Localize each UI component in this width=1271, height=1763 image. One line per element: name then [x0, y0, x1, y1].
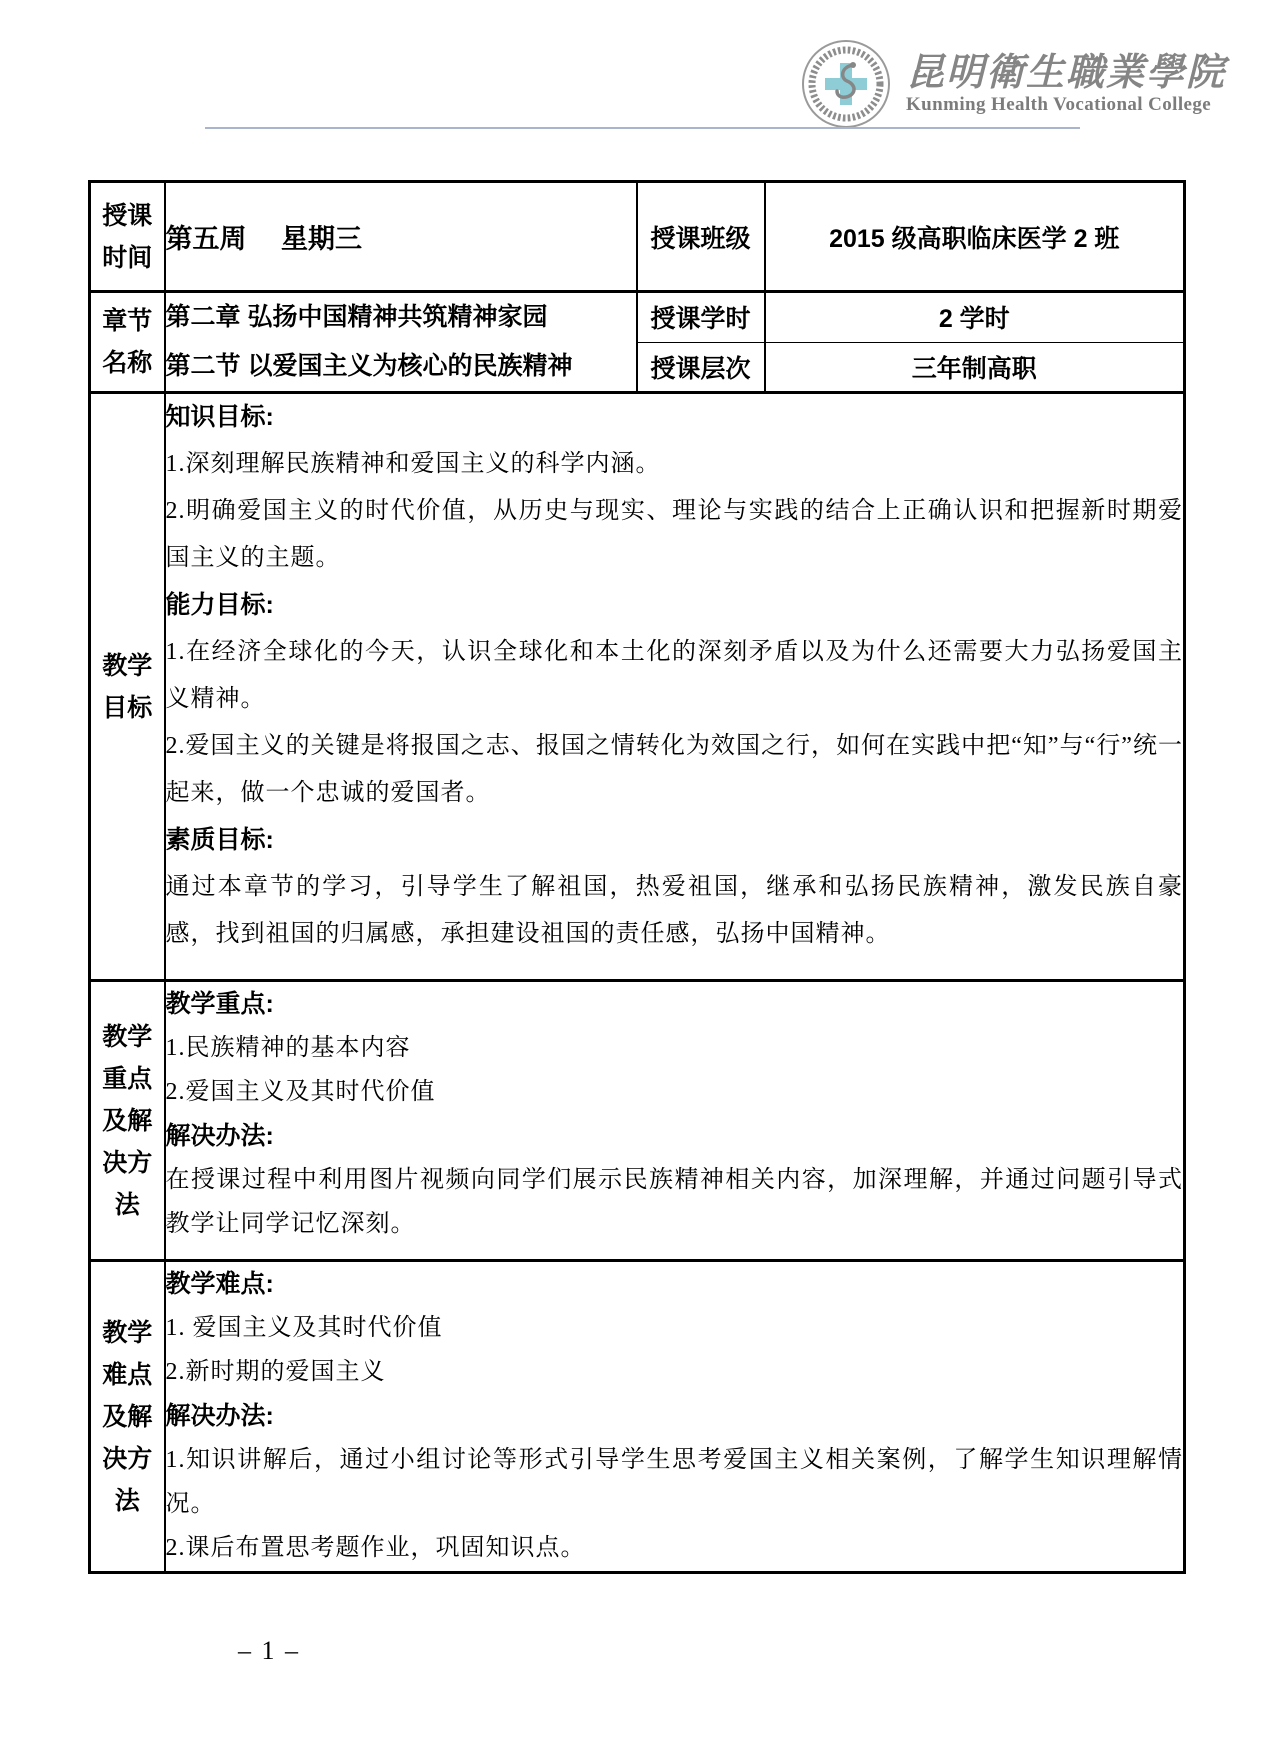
- difficulties-heading: 教学难点:: [165, 1270, 274, 1298]
- hours-label: 授课学时: [637, 292, 765, 343]
- level-label: 授课层次: [637, 342, 765, 393]
- key-solution-item: 在授课过程中利用图片视频向同学们展示民族精神相关内容，加深理解，并通过问题引导式教学让同学记忆深刻。: [165, 1167, 1183, 1237]
- quality-goal-heading: 素质目标:: [165, 826, 274, 854]
- difficulty-item: 1. 爱国主义及其时代价值: [165, 1315, 443, 1341]
- knowledge-goal-item: 2.明确爱国主义的时代价值，从历史与现实、理论与实践的结合上正确认识和把握新时期爱国主义的主题。: [165, 498, 1183, 571]
- ability-goal-item: 2.爱国主义的关键是将报国之志、报国之情转化为效国之行，如何在实践中把“知”与“行”统一起来，做一个忠诚的爱国者。: [165, 733, 1183, 806]
- college-name-block: [906, 51, 1226, 117]
- ability-goal-item: 1.在经济全球化的今天，认识全球化和本土化的深刻矛盾以及为什么还需要大力弘扬爱国主义精神。: [165, 639, 1183, 712]
- row-chapter-hours: [90, 292, 1185, 343]
- class-value: 2015 级高职临床医学 2 班: [765, 182, 1185, 292]
- row-difficulties: [90, 1261, 1185, 1573]
- difficulties-content: [165, 1261, 1185, 1573]
- key-points-content: [165, 981, 1185, 1261]
- row-time-class: [90, 182, 1185, 292]
- quality-goal-item: 通过本章节的学习，引导学生了解祖国，热爱祖国，继承和弘扬民族精神，激发民族自豪感，找到祖国的归属感，承担建设祖国的责任感，弘扬中国精神。: [165, 874, 1183, 947]
- header-divider: [205, 127, 1080, 129]
- difficulty-item: 2.新时期的爱国主义: [165, 1359, 386, 1385]
- college-header: [800, 38, 1226, 130]
- key-points-heading: 教学重点:: [165, 990, 274, 1018]
- difficulty-solution-heading: 解决办法:: [165, 1402, 274, 1430]
- knowledge-goal-heading: 知识目标:: [165, 403, 274, 431]
- college-name-zh: 昆明衛生職業學院: [906, 49, 1227, 94]
- page-number: – 1 –: [238, 1636, 300, 1665]
- section-line: 第二节 以爱国主义为核心的民族精神: [165, 352, 573, 380]
- objectives-label: 教学目标: [90, 393, 165, 981]
- difficulty-solution-item: 2.课后布置思考题作业，巩固知识点。: [165, 1535, 586, 1561]
- objectives-content: [165, 393, 1185, 981]
- key-solution-heading: 解决办法:: [165, 1122, 274, 1150]
- row-objectives: [90, 393, 1185, 981]
- time-value: 第五周 星期三: [165, 182, 637, 292]
- knowledge-goal-item: 1.深刻理解民族精神和爱国主义的科学内涵。: [165, 451, 661, 477]
- difficulty-solution-item: 1.知识讲解后，通过小组讨论等形式引导学生思考爱国主义相关案例，了解学生知识理解情况。: [165, 1447, 1183, 1517]
- key-point-item: 2.爱国主义及其时代价值: [165, 1079, 436, 1105]
- class-label: 授课班级: [637, 182, 765, 292]
- time-label: 授课时间: [90, 182, 165, 292]
- hours-value: 2 学时: [765, 292, 1185, 343]
- lesson-plan-table: [88, 180, 1186, 1574]
- difficulties-label: 教学难点及解决方法: [90, 1261, 165, 1573]
- key-points-label: 教学重点及解决方法: [90, 981, 165, 1261]
- row-key-points: [90, 981, 1185, 1261]
- key-point-item: 1.民族精神的基本内容: [165, 1035, 411, 1061]
- chapter-content: [165, 292, 637, 393]
- level-value: 三年制高职: [765, 342, 1185, 393]
- ability-goal-heading: 能力目标:: [165, 591, 274, 619]
- college-name-en: Kunming Health Vocational College: [906, 94, 1212, 115]
- college-seal-logo: [800, 38, 892, 130]
- chapter-label: 章节名称: [90, 292, 165, 393]
- chapter-line: 第二章 弘扬中国精神共筑精神家园: [165, 303, 548, 331]
